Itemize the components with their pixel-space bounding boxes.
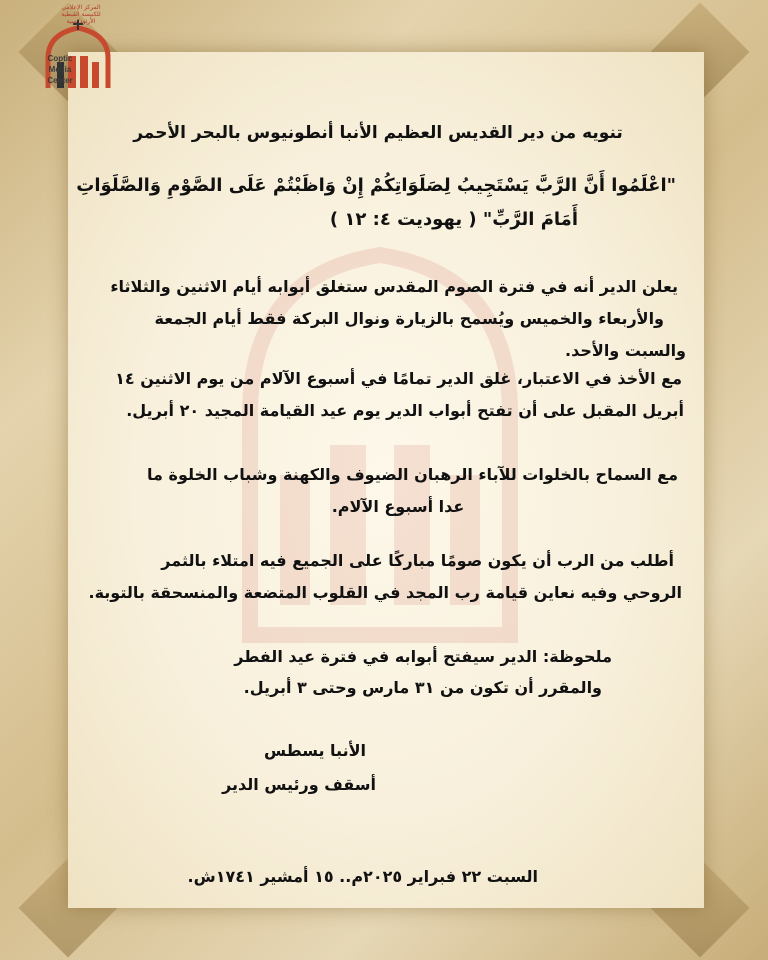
- paragraph1-line-2: والأربعاء والخميس ويُسمح بالزيارة ونوال البركة فقط أيام الجمعة: [154, 309, 664, 328]
- notice-title: تنويه من دير القديس العظيم الأنبا أنطونيوس بالبحر الأحمر: [133, 123, 623, 143]
- logo-word-center: Center: [47, 76, 73, 85]
- notice-date: السبت ٢٢ فبراير ٢٠٢٥م.. ١٥ أمشير ١٧٤١ش.: [187, 867, 538, 886]
- paragraph3-line-1: أطلب من الرب أن يكون صومًا مباركًا على الجميع فيه امتلاء بالثمر: [161, 551, 674, 570]
- note-line-1: ملحوظة: الدير سيفتح أبوابه في فترة عيد الفطر: [234, 647, 612, 666]
- logo-word-coptic: Coptic: [47, 54, 73, 63]
- paragraph1-line-5: أبريل المقبل على أن تفتح أبواب الدير يوم عيد القيامة المجيد ٢٠ أبريل.: [126, 401, 684, 420]
- verse-line-1: "اعْلَمُوا أَنَّ الرَّبَّ يَسْتَجِيبُ لِصَلَوَاتِكُمْ إِنْ وَاظَبْتُمْ عَلَى الصَّوْمِ وَالصَّلَوَاتِ: [76, 175, 676, 196]
- verse-line-2: أَمَامَ الرَّبِّ" ( يهوديت ٤: ١٢ ): [329, 209, 578, 230]
- logo-arabic-line1: المركز الإعلامي: [61, 4, 101, 11]
- paragraph2-line-1: مع السماح بالخلوات للآباء الرهبان الضيوف والكهنة وشباب الخلوة ما: [147, 465, 678, 484]
- paragraph1-line-1: يعلن الدير أنه في فترة الصوم المقدس ستغلق أبوابه أيام الاثنين والثلاثاء: [110, 277, 678, 296]
- logo-word-media: Media: [48, 65, 72, 74]
- signature-role: أسقف ورئيس الدير: [222, 775, 376, 794]
- signature-name: الأنبا يسطس: [263, 741, 366, 760]
- paragraph1-line-3: والسبت والأحد.: [565, 341, 686, 360]
- paragraph3-line-2: الروحي وفيه نعاين قيامة رب المجد في القلوب المتضعة والمنسحقة بالتوبة.: [88, 583, 682, 602]
- logo-arabic-line2: للكنيسة القبطية الأرثوذكسية: [61, 11, 101, 25]
- note-line-2: والمقرر أن تكون من ٣١ مارس وحتى ٣ أبريل.: [243, 678, 602, 697]
- paragraph1-line-4: مع الأخذ في الاعتبار، غلق الدير تمامًا في أسبوع الآلام من يوم الاثنين ١٤: [115, 369, 682, 388]
- paragraph2-line-2: عدا أسبوع الآلام.: [331, 497, 465, 516]
- coptic-media-center-logo: [18, 2, 118, 92]
